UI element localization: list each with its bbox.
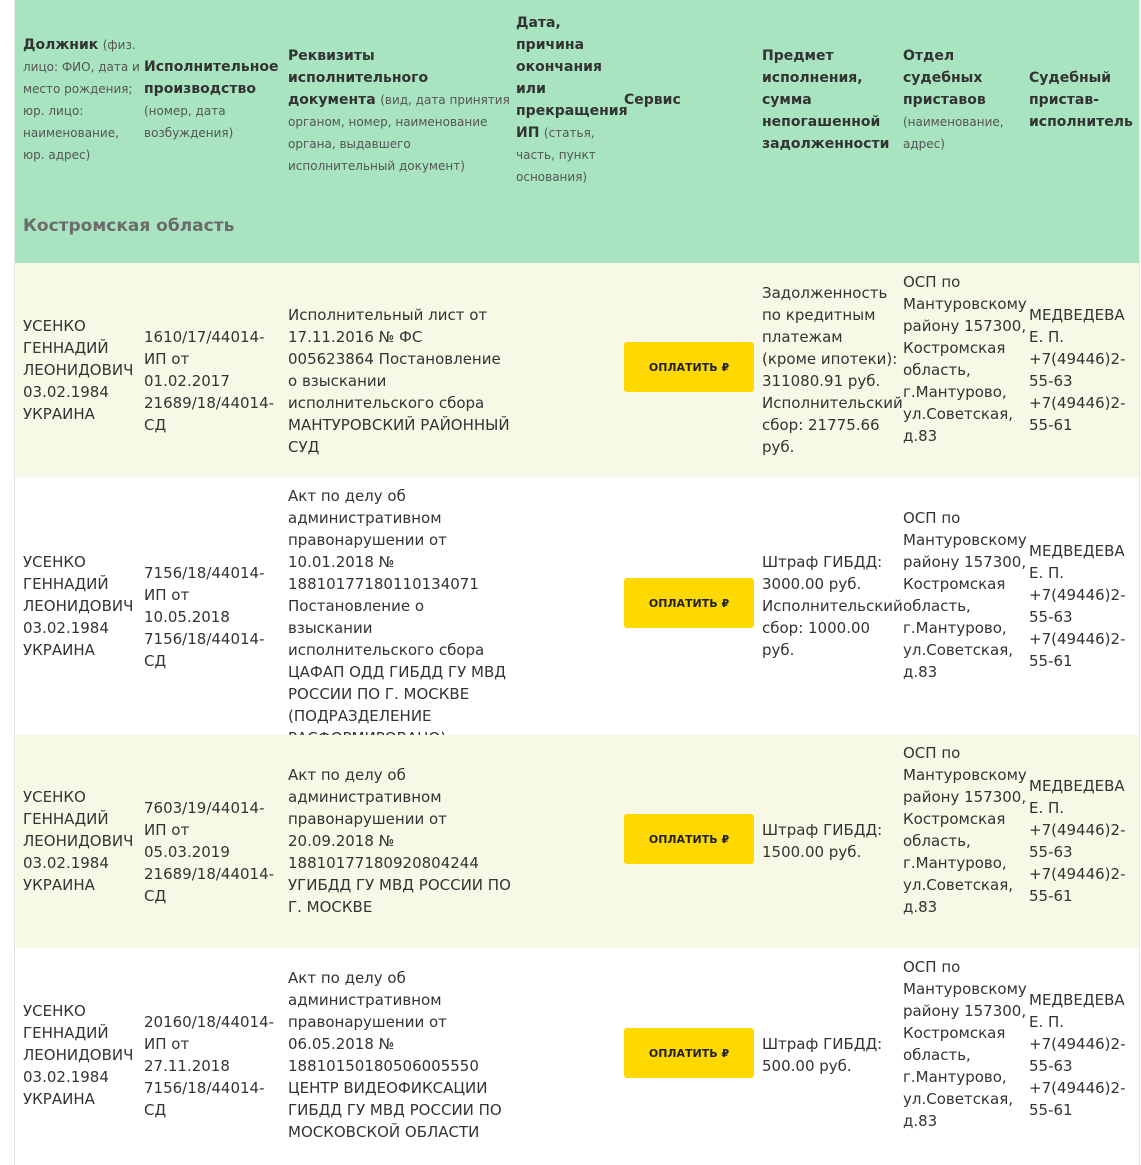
department-cell: ОСП по Мантуровскому району 157300, Костромская область, г.Мантурово, ул.Советская, д.83 bbox=[903, 958, 1027, 1130]
header-end-title: Дата, причина окончания или прекращения ИП bbox=[516, 15, 628, 141]
header-proceeding-title: Исполнительное производство bbox=[144, 59, 279, 97]
subject-cell: Задолженность по кредитным платежам (кроме ипотеки): 311080.91 руб. Исполнительский сбор: 21775.66 руб. bbox=[762, 284, 903, 456]
pay-button[interactable]: ОПЛАТИТЬ ₽ bbox=[624, 578, 754, 628]
document-cell: Акт по делу об административном правонарушении от 06.05.2018 № 18810150180506005550 ЦЕНТР ВИДЕОФИКСАЦИИ ГИБДД ГУ МВД РОССИИ ПО МОСКОВСКОЙ ОБЛАСТИ bbox=[288, 969, 502, 1141]
header-debtor-sub: (физ. лицо: ФИО, дата и место рождения; юр. лицо: наименование, юр. адрес) bbox=[23, 38, 140, 162]
pay-button[interactable]: ОПЛАТИТЬ ₽ bbox=[624, 342, 754, 392]
header-document-sub: (вид, дата принятия органом, номер, наименование органа, выдавшего исполнительный документ) bbox=[288, 93, 510, 173]
subject-cell: Штраф ГИБДД: 500.00 руб. bbox=[762, 1035, 883, 1075]
header-end-sub: (статья, часть, пункт основания) bbox=[516, 126, 596, 184]
pay-button[interactable]: ОПЛАТИТЬ ₽ bbox=[624, 814, 754, 864]
proceeding-cell: 1610/17/44014-ИП от 01.02.2017 21689/18/44014-СД bbox=[144, 328, 275, 434]
header-bailiff-title: Судебный пристав-исполнитель bbox=[1029, 70, 1133, 130]
region-title: Костромская область bbox=[23, 216, 235, 236]
header-department-title: Отдел судебных приставов bbox=[903, 48, 986, 108]
document-cell: Акт по делу об административном правонарушении от 20.09.2018 № 18810177180920804244 УГИБДД ГУ МВД РОССИИ ПО Г. МОСКВЕ bbox=[288, 766, 511, 916]
header-subject-title: Предмет исполнения, сумма непогашенной задолженности bbox=[762, 48, 890, 152]
proceeding-cell: 20160/18/44014-ИП от 27.11.2018 7156/18/44014-СД bbox=[144, 1013, 275, 1119]
table-frame bbox=[14, 0, 1140, 1165]
bailiff-cell: МЕДВЕДЕВА Е. П. +7(49446)2-55-63 +7(49446)2-55-61 bbox=[1029, 991, 1126, 1119]
department-cell: ОСП по Мантуровскому району 157300, Костромская область, г.Мантурово, ул.Советская, д.83 bbox=[903, 273, 1027, 445]
debtor-cell: УСЕНКО ГЕННАДИЙ ЛЕОНИДОВИЧ 03.02.1984 УКРАИНА bbox=[23, 317, 134, 423]
debtor-cell: УСЕНКО ГЕННАДИЙ ЛЕОНИДОВИЧ 03.02.1984 УКРАИНА bbox=[23, 553, 134, 659]
debtor-cell: УСЕНКО ГЕННАДИЙ ЛЕОНИДОВИЧ 03.02.1984 УКРАИНА bbox=[23, 1002, 134, 1108]
proceeding-cell: 7156/18/44014-ИП от 10.05.2018 7156/18/44014-СД bbox=[144, 564, 265, 670]
header-department-sub: (наименование, адрес) bbox=[903, 115, 1004, 151]
header-document-title: Реквизиты исполнительного документа bbox=[288, 48, 429, 108]
header-debtor-title: Должник bbox=[23, 37, 99, 53]
pay-button[interactable]: ОПЛАТИТЬ ₽ bbox=[624, 1028, 754, 1078]
bailiff-cell: МЕДВЕДЕВА Е. П. +7(49446)2-55-63 +7(49446)2-55-61 bbox=[1029, 306, 1126, 434]
subject-cell: Штраф ГИБДД: 1500.00 руб. bbox=[762, 821, 883, 861]
document-cell: Акт по делу об административном правонарушении от 10.01.2018 № 18810177180110134071 Постановление о взыскании исполнительского сбора ЦАФАП ОДД ГИБДД ГУ МВД РОССИИ ПО Г. МОСКВЕ (ПОДРАЗДЕЛЕНИЕ bbox=[288, 487, 507, 725]
debtor-cell: УСЕНКО ГЕННАДИЙ ЛЕОНИДОВИЧ 03.02.1984 УКРАИНА bbox=[23, 788, 134, 894]
header-service-title: Сервис bbox=[624, 92, 681, 108]
header-proceeding-sub: (номер, дата возбуждения) bbox=[144, 104, 234, 140]
department-cell: ОСП по Мантуровскому району 157300, Костромская область, г.Мантурово, ул.Советская, д.83 bbox=[903, 509, 1027, 681]
document-cell: Исполнительный лист от 17.11.2016 № ФС 005623864 Постановление о взыскании исполнительского сбора МАНТУРОВСКИЙ РАЙОННЫЙ СУД bbox=[288, 306, 510, 456]
bailiff-cell: МЕДВЕДЕВА Е. П. +7(49446)2-55-63 +7(49446)2-55-61 bbox=[1029, 777, 1126, 905]
department-cell: ОСП по Мантуровскому району 157300, Костромская область, г.Мантурово, ул.Советская, д.83 bbox=[903, 744, 1027, 916]
proceeding-cell: 7603/19/44014-ИП от 05.03.2019 21689/18/44014-СД bbox=[144, 799, 275, 905]
subject-cell: Штраф ГИБДД: 3000.00 руб. Исполнительский сбор: 1000.00 руб. bbox=[762, 553, 903, 659]
bailiff-cell: МЕДВЕДЕВА Е. П. +7(49446)2-55-63 +7(49446)2-55-61 bbox=[1029, 542, 1126, 670]
